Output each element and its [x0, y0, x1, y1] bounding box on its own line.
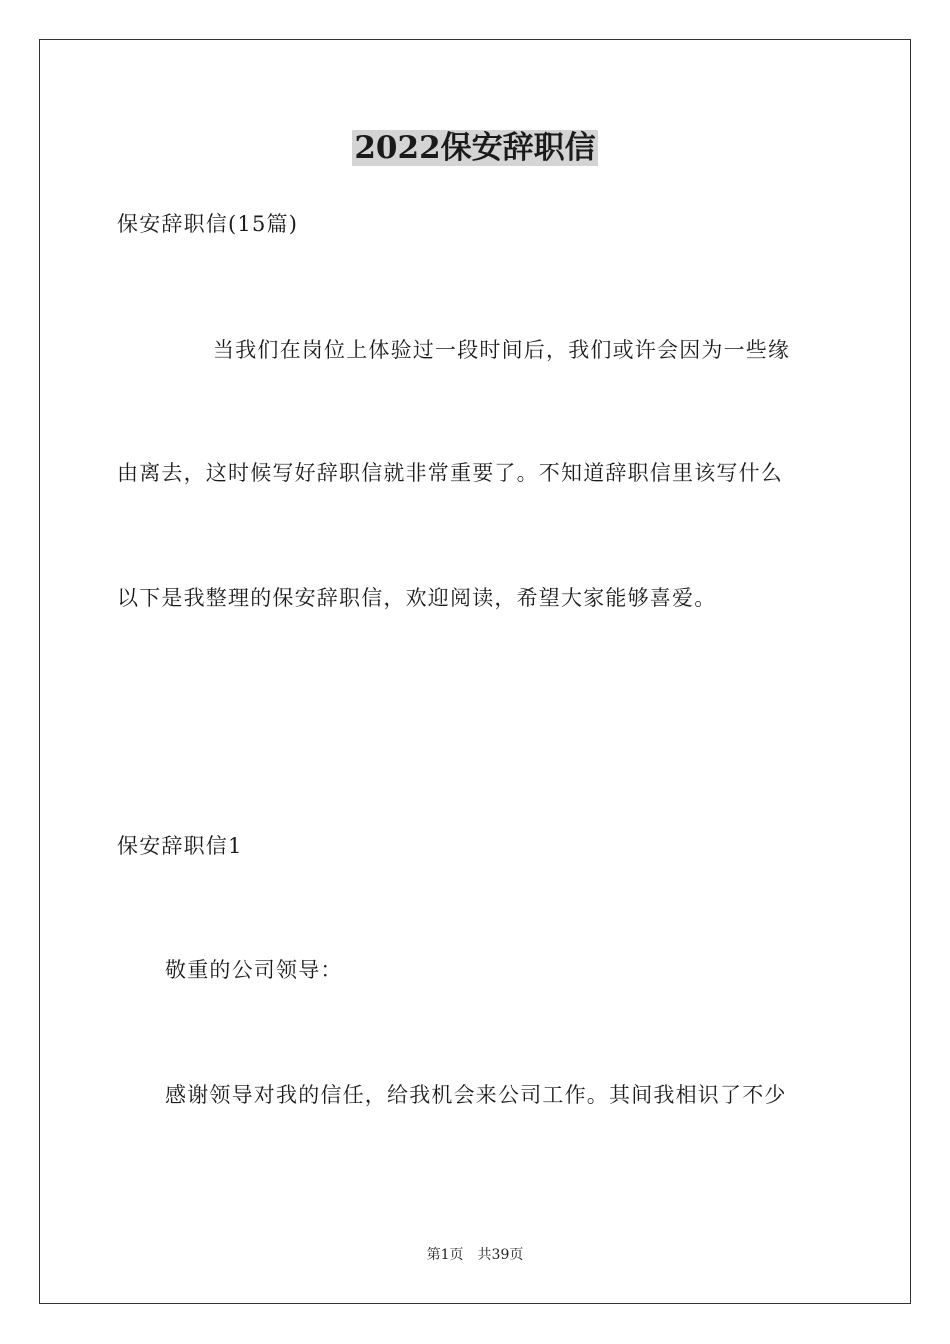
intro-line-3: 以下是我整理的保安辞职信，欢迎阅读，希望大家能够喜爱。: [117, 586, 717, 610]
page-footer: [0, 1245, 950, 1265]
section-heading: 保安辞职信1: [117, 834, 243, 858]
intro-line-2: 由离去，这时候写好辞职信就非常重要了。不知道辞职信里该写什么: [117, 461, 783, 485]
page-total: 共39页: [477, 1247, 524, 1263]
intro-line-1: 当我们在岗位上体验过一段时间后，我们或许会因为一些缘: [213, 338, 791, 362]
document-title: [0, 126, 950, 170]
document-title-text: 2022保安辞职信: [354, 130, 596, 166]
letter-salutation: 敬重的公司领导：: [165, 958, 343, 982]
page-number: 第1页: [426, 1247, 464, 1263]
document-subtitle: 保安辞职信(15篇): [117, 212, 299, 236]
letter-body-line-1: 感谢领导对我的信任，给我机会来公司工作。其间我相识了不少: [165, 1083, 787, 1107]
